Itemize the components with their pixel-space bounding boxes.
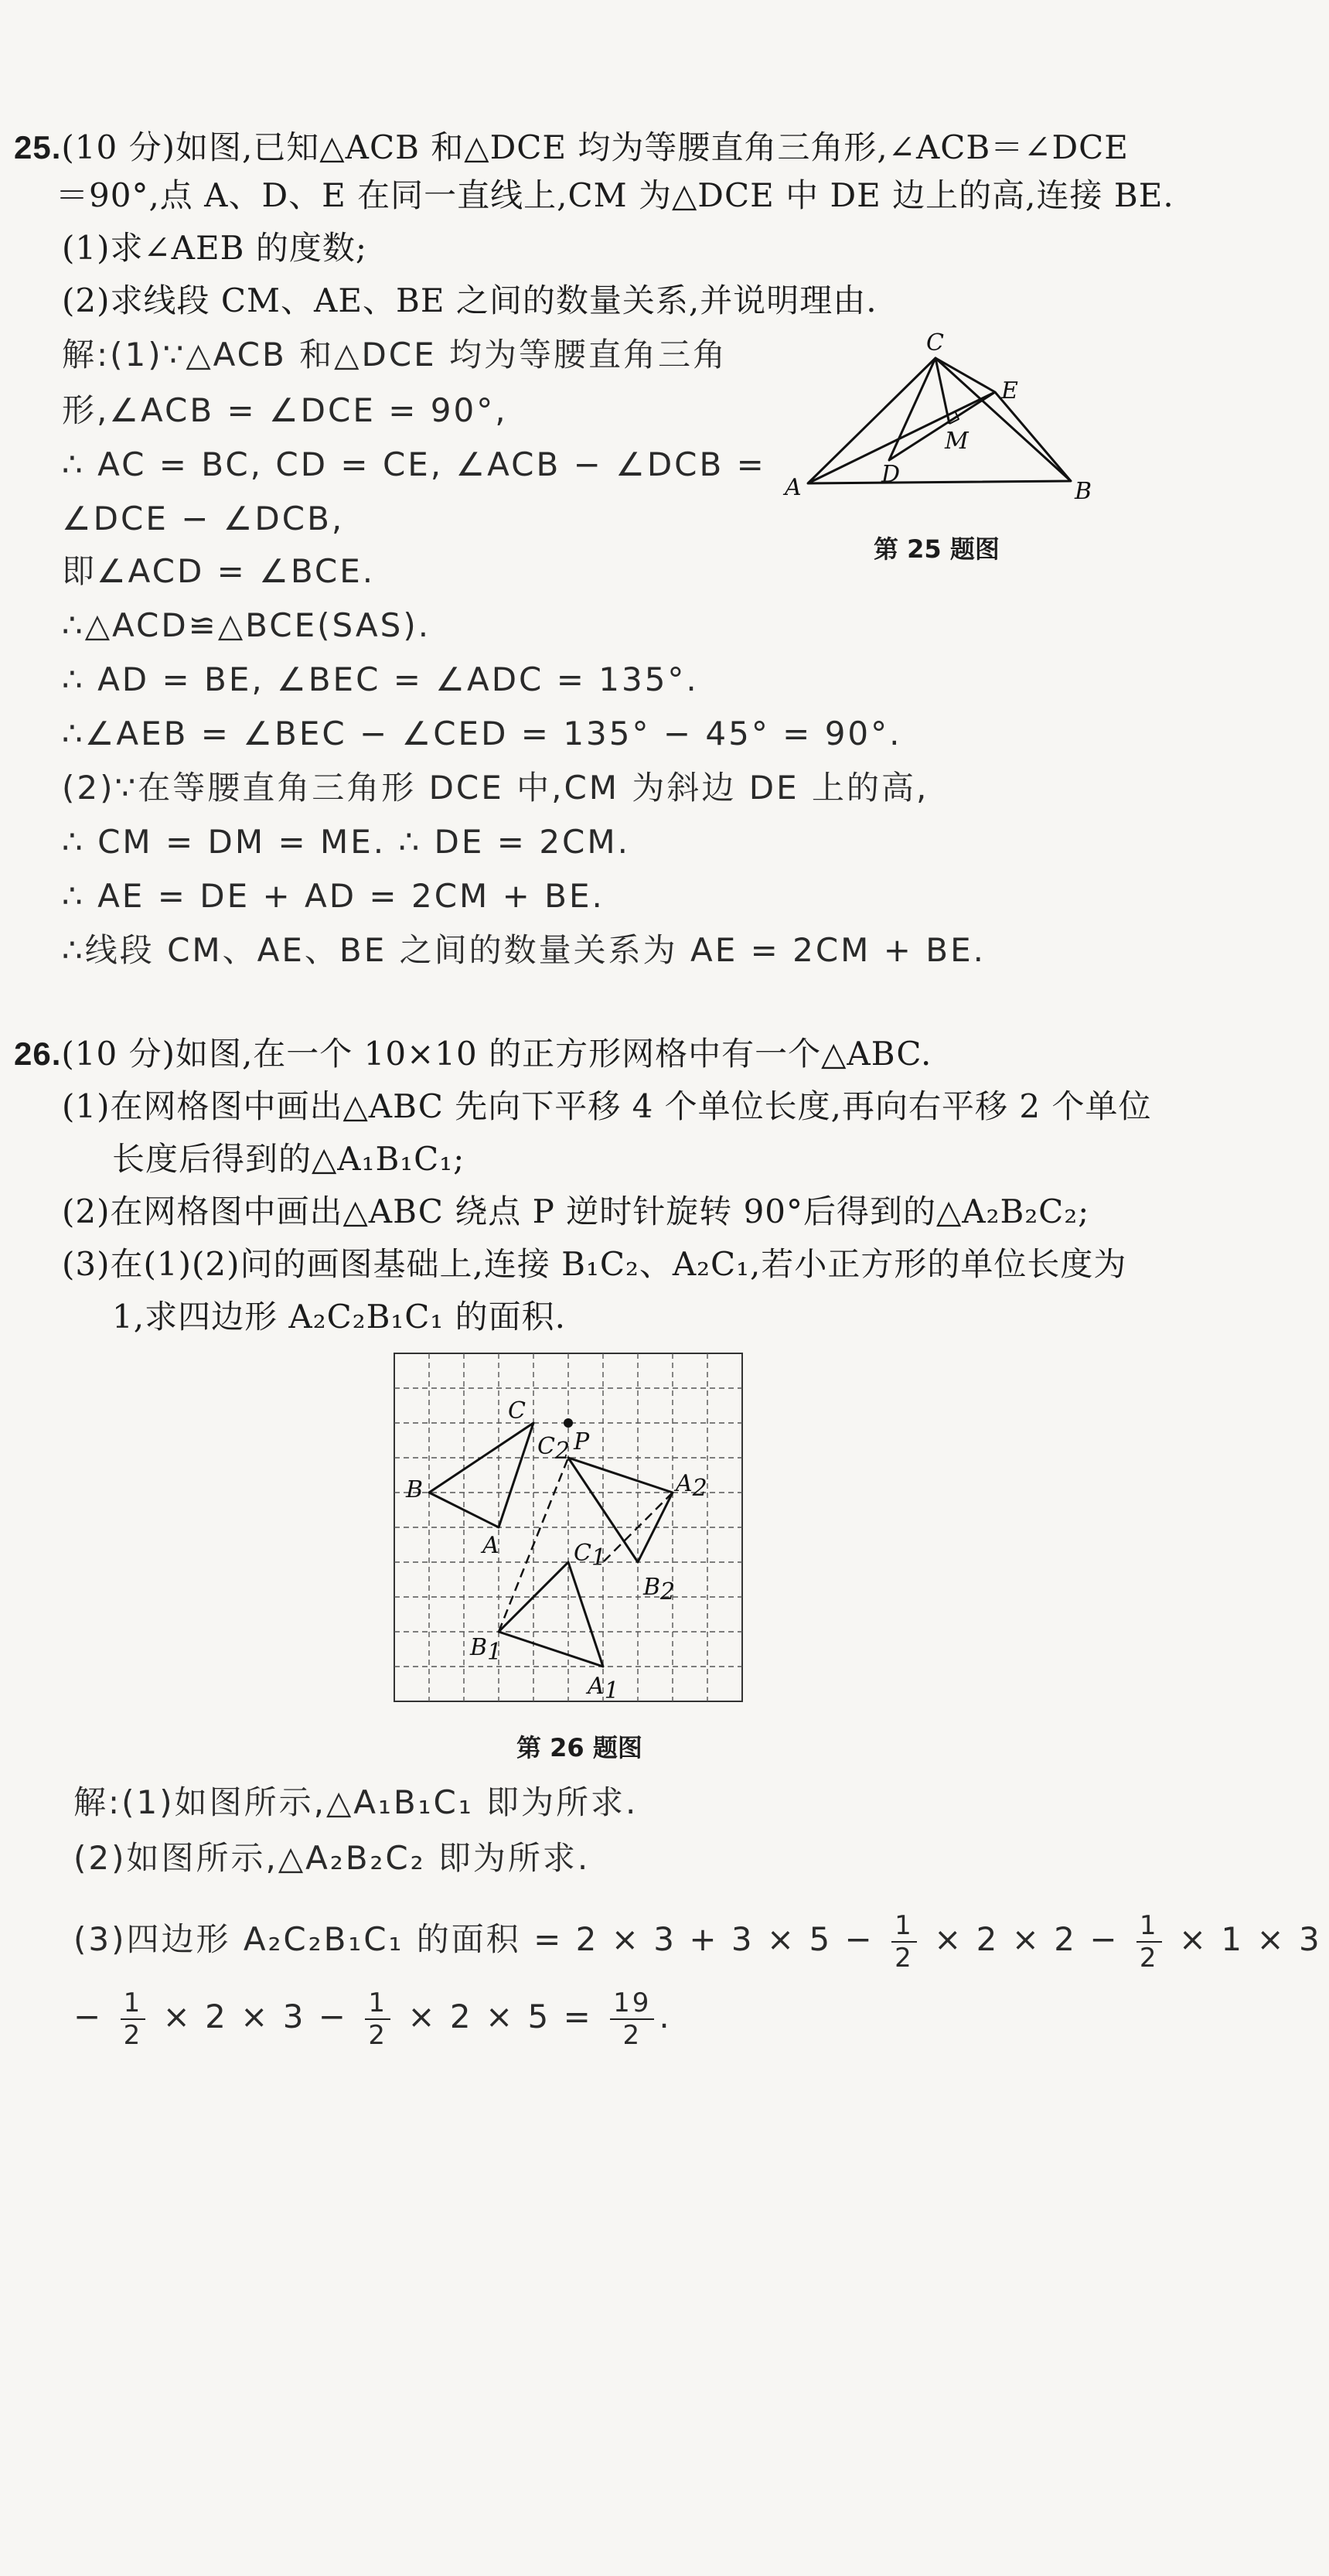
- q26-part3-a: (3)在(1)(2)问的画图基础上,连接 B₁C₂、A₂C₁,若小正方形的单位长度为: [62, 1245, 1127, 1283]
- q26-intro: (10 分)如图,在一个 10×10 的正方形网格中有一个△ABC.: [61, 1035, 932, 1073]
- label-c2-sub: 2: [554, 1438, 571, 1465]
- triangle-abc: [429, 1423, 533, 1527]
- label-c2-letter: C: [537, 1433, 555, 1460]
- fraction-den: 2: [368, 2019, 387, 2051]
- q25-solution-line-3: ∴ AC = BC, CD = CE, ∠ACB − ∠DCB =: [62, 445, 766, 483]
- fraction-half-4: [365, 1987, 390, 2051]
- label-c1-letter: C: [574, 1540, 591, 1567]
- grid-lines: [394, 1353, 742, 1701]
- q25-solution-line-6: ∴△ACD≌△BCE(SAS).: [62, 606, 431, 644]
- fraction-half-3: [121, 1987, 146, 2051]
- q26-figure-caption: 第 26 题图: [516, 1733, 642, 1762]
- q26-number: 26.: [14, 1036, 62, 1072]
- q26-solution-2: (2)如图所示,△A₂B₂C₂ 即为所求.: [73, 1839, 591, 1877]
- fraction-den: 2: [1139, 1942, 1159, 1974]
- label-p: P: [574, 1428, 590, 1455]
- fraction-num: 1: [891, 1910, 917, 1943]
- label-b: B: [1075, 478, 1092, 505]
- q26-solution-4-mid2: × 2 × 5 =: [407, 1998, 593, 2035]
- q25-part1: (1)求∠AEB 的度数;: [62, 229, 368, 267]
- label-a1-sub: 1: [604, 1677, 619, 1704]
- label-a: A: [482, 1532, 499, 1559]
- label-d: D: [881, 461, 901, 488]
- label-a2: [673, 1470, 707, 1502]
- q26-part3-b: 1,求四边形 A₂C₂B₁C₁ 的面积.: [112, 1298, 566, 1336]
- q26-solution-3-start: (3)四边形 A₂C₂B₁C₁ 的面积 = 2 × 3 + 3 × 5 −: [73, 1920, 874, 1958]
- label-b1: [469, 1634, 502, 1666]
- q25-solution-line-2: 形,∠ACB = ∠DCE = 90°,: [62, 391, 508, 429]
- q25-intro-2: ＝90°,点 A、D、E 在同一直线上,CM 为△DCE 中 DE 边上的高,连接 BE.: [56, 176, 1174, 214]
- q25-intro-1: (10 分)如图,已知△ACB 和△DCE 均为等腰直角三角形,∠ACB＝∠DCE: [61, 128, 1129, 166]
- q25-figure-caption: 第 25 题图: [874, 534, 1000, 564]
- q25-figure: [781, 321, 1106, 530]
- q26-figure: [379, 1338, 765, 1717]
- q26-solution-4-mid1: × 2 × 3 −: [162, 1998, 348, 2035]
- segment-be: [995, 392, 1071, 481]
- q26-solution-3-end1: × 1 × 3: [1178, 1920, 1322, 1958]
- q25-solution-line-8: ∴∠AEB = ∠BEC − ∠CED = 135° − 45° = 90°.: [62, 715, 902, 752]
- q25-solution-line-9: (2)∵在等腰直角三角形 DCE 中,CM 为斜边 DE 上的高,: [62, 769, 929, 807]
- q26-part1-a: (1)在网格图中画出△ABC 先向下平移 4 个单位长度,再向右平移 2 个单位: [62, 1087, 1152, 1125]
- fraction-num: 1: [121, 1987, 146, 2020]
- q26-part2: (2)在网格图中画出△ABC 绕点 P 逆时针旋转 90°后得到的△A₂B₂C₂;: [62, 1192, 1090, 1230]
- q25-solution-line-11: ∴ AE = DE + AD = 2CM + BE.: [62, 877, 605, 915]
- q26-solution-3-line: [73, 1902, 1322, 1977]
- q25-solution-line-1: 解:(1)∵△ACB 和△DCE 均为等腰直角三角: [62, 336, 728, 374]
- label-a2-letter: A: [676, 1470, 693, 1497]
- q26-solution-4-end: .: [659, 1998, 672, 2035]
- label-e: E: [1001, 377, 1018, 404]
- q26-solution-3-mid1: × 2 × 2 −: [934, 1920, 1119, 1958]
- label-c: C: [926, 329, 944, 357]
- label-b1-sub: 1: [487, 1639, 503, 1666]
- fraction-num: 19: [610, 1987, 654, 2020]
- fraction-den: 2: [123, 2019, 143, 2051]
- triangle-dce: [889, 358, 995, 460]
- q25-part2: (2)求线段 CM、AE、BE 之间的数量关系,并说明理由.: [62, 281, 877, 319]
- q26-intro-line: [14, 1030, 932, 1078]
- fraction-num: 1: [365, 1987, 390, 2020]
- q25-number: 25.: [14, 129, 62, 165]
- q25-solution-line-12: ∴线段 CM、AE、BE 之间的数量关系为 AE = 2CM + BE.: [62, 931, 986, 969]
- q26-solution-4-line: [73, 1980, 672, 2054]
- label-b2-letter: B: [643, 1574, 661, 1601]
- fraction-den: 2: [895, 1942, 914, 1974]
- fraction-num: 1: [1136, 1910, 1162, 1943]
- label-c1: [574, 1540, 606, 1571]
- label-a: A: [785, 474, 802, 501]
- q25-solution-line-4: ∠DCE − ∠DCB,: [62, 500, 345, 537]
- fraction-half-2: [1136, 1910, 1162, 1974]
- label-b2-sub: 2: [660, 1578, 676, 1605]
- q25-intro-line1: [14, 124, 1129, 172]
- label-a2-sub: 2: [692, 1475, 707, 1502]
- triangle-a1b1c1: [499, 1562, 603, 1667]
- q26-solution-4-start: −: [73, 1998, 104, 2035]
- label-c2: [537, 1433, 570, 1465]
- label-m: M: [945, 428, 969, 455]
- fraction-den: 2: [622, 2019, 642, 2051]
- label-a1: [585, 1673, 619, 1704]
- q25-solution-line-10: ∴ CM = DM = ME. ∴ DE = 2CM.: [62, 823, 630, 861]
- label-a1-letter: A: [588, 1673, 605, 1700]
- fraction-result: [610, 1987, 654, 2051]
- label-c1-sub: 1: [591, 1544, 607, 1571]
- grid-border: [394, 1353, 742, 1701]
- label-b: B: [406, 1476, 424, 1503]
- fraction-half-1: [891, 1910, 917, 1974]
- label-b1-letter: B: [470, 1634, 488, 1661]
- q25-solution-line-7: ∴ AD = BE, ∠BEC = ∠ADC = 135°.: [62, 660, 699, 698]
- q26-solution-1: 解:(1)如图所示,△A₁B₁C₁ 即为所求.: [73, 1783, 639, 1821]
- label-c: C: [508, 1397, 526, 1424]
- q25-solution-line-5: 即∠ACD = ∠BCE.: [62, 552, 376, 590]
- point-p: [564, 1418, 573, 1428]
- label-b2: [642, 1574, 675, 1605]
- q26-part1-b: 长度后得到的△A₁B₁C₁;: [112, 1140, 465, 1178]
